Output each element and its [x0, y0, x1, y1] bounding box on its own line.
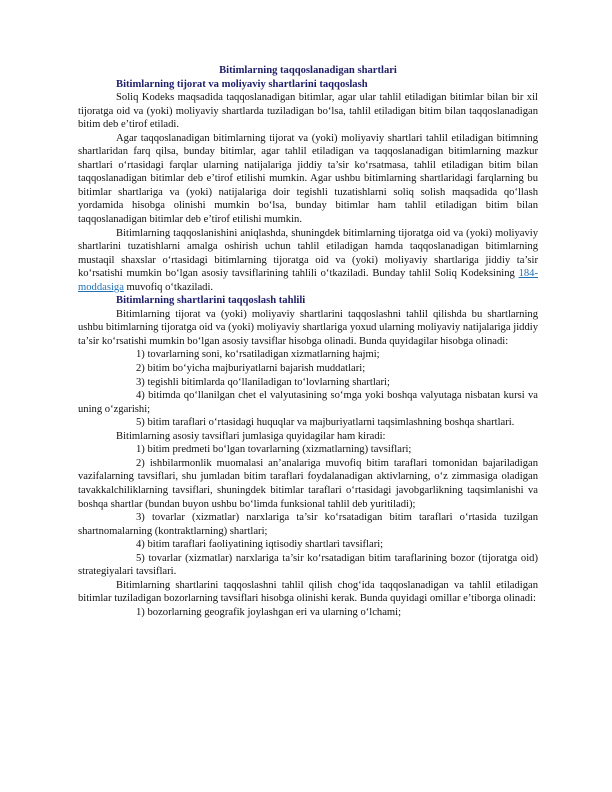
- list-item: 2) ishbilarmonlik muomalasi an’analariga muvofiq bitim taraflari tomonidan bajariladigan vazifalarning tavsiflari, shu jumladan bitim taraflari foydalanadigan aktivlarning, o‘z zimmasiga oladigan tavakkalchiliklarning tavsiflari, shuningdek bitimlar taraflari o‘rtasidagi javobgarlikning taqsimlanishi va boshqa shartlar (bundan buyon ushbu bo‘limda funksional tahlil deb yuritiladi);: [78, 457, 538, 510]
- list-item: 1) tovarlarning soni, ko‘rsatiladigan xizmatlarning hajmi;: [136, 349, 380, 361]
- article-184-link[interactable]: 184-moddasiga: [78, 268, 538, 293]
- document-body: [78, 64, 538, 619]
- paragraph-text: Bitimlarning taqqoslanishini aniqlashda, shuningdek bitimlarning tijoratga oid va (yoki) moliyaviy shartlarini tuzatishlarni amalga oshirish uchun tahlil etiladigan hamda taqqoslanadigan bitimlarning mustaqil shaxslar o‘rtasidagi bitimlarning tijoratga oid va (yoki) moliyaviy shartlariga jiddiy ta’sir ko‘rsatishi mumkin bo‘lgan asosiy tavsiflarining tahlili o‘tkaziladi. Bunday tahlil Soliq Kodeksining: [78, 227, 538, 280]
- list-item: 3) tegishli bitimlarda qo‘llaniladigan to‘lovlarning shartlari;: [136, 376, 390, 388]
- section-heading-commercial-financial: Bitimlarning tijorat va moliyaviy shartlarini taqqoslash: [116, 78, 368, 90]
- list-item: 1) bitim predmeti bo‘lgan tovarlarning (xizmatlarning) tavsiflari;: [136, 444, 412, 456]
- list-item: 1) bozorlarning geografik joylashgan eri va ularning o‘lchami;: [136, 606, 402, 618]
- document-title: Bitimlarning taqqoslanadigan shartlari: [219, 65, 397, 76]
- paragraph-with-link: [78, 227, 538, 295]
- paragraph: Bitimlarning tijorat va (yoki) moliyaviy shartlarini taqqoslashni tahlil qilishda bu shartlarning ushbu bitimlarning tijoratga oid va (yoki) moliyaviy shartlariga yoxud ularning moliyaviy natijalariga jiddiy ta’sir ko‘rsatishi mumkin bo‘lgan asosiy tavsiflar hisobga olinadi. Bunda quyidagilar hisobga olinadi:: [78, 308, 538, 347]
- paragraph-text: muvofiq o‘tkaziladi.: [123, 281, 214, 293]
- list-item: 5) tovarlar (xizmatlar) narxlariga ta’sir ko‘rsatadigan bitim taraflarining bozor (tijoratga oid) strategiyalari tavsiflari.: [78, 552, 538, 578]
- list-item: 3) tovarlar (xizmatlar) narxlariga ta’sir ko‘rsatadigan bitim taraflari o‘rtasida tuzilgan shartnomalarning (kontraktlarning) shartlari;: [78, 512, 538, 537]
- list-item: 4) bitim taraflari faoliyatining iqtisodiy shartlari tavsiflari;: [136, 539, 384, 551]
- paragraph: Bitimlarning shartlarini taqqoslashni tahlil qilish chog‘ida taqqoslanadigan va tahlil etiladigan bitimlar tuziladigan bozorlarning tavsiflari hisobga olinishi kerak. Bunda quyidagi omillar e’tiborga olinadi:: [78, 579, 538, 605]
- list-item: 2) bitim bo‘yicha majburiyatlarni bajarish muddatlari;: [136, 363, 366, 375]
- list-item: 4) bitimda qo‘llanilgan chet el valyutasining so‘mga yoki boshqa valyutaga nisbatan kursi va uning o‘zgarishi;: [78, 390, 538, 415]
- paragraph: Bitimlarning asosiy tavsiflari jumlasiga quyidagilar ham kiradi:: [116, 430, 386, 442]
- paragraph: Soliq Kodeks maqsadida taqqoslanadigan bitimlar, agar ular tahlil etiladigan bitimlar bilan bir xil tijoratga oid va (yoki) moliyaviy shartlarda tuziladigan bo‘lsa, tahlil etiladigan bitim bilan taqqoslanadigan bitim deb e’tirof etiladi.: [78, 92, 538, 131]
- list-item: 5) bitim taraflari o‘rtasidagi huquqlar va majburiyatlarni taqsimlashning boshqa shartlari.: [136, 417, 515, 429]
- paragraph: Agar taqqoslanadigan bitimlarning tijorat va (yoki) moliyaviy shartlari tahlil etiladigan bitimning shartlaridan farq qilsa, bunday bitimlar, agar tahlil etiladigan va taqqoslanadigan bitimlarning mazkur shartlari o‘rtasidagi farqlar ularning natijalariga jiddiy ta’sir ko‘rsatmasa, tahlil etiladigan bitim bilan taqqoslanadigan bitimlar deb e’tirof etilishi mumkin. Agar ushbu bitimlarning shartlaridagi farqlarning bu bitimlar shartlariga va (yoki) natijalariga doir tegishli tuzatishlarni soliq solish maqsadida qo‘llash yordamida hisobga olinishi mumkin bo‘lsa, bunday bitimlar ham tahlil etiladigan bitim bilan taqqoslanadigan bitimlar deb e’tirof etilishi mumkin.: [78, 132, 538, 226]
- section-heading-comparison-analysis: Bitimlarning shartlarini taqqoslash tahlili: [116, 295, 306, 307]
